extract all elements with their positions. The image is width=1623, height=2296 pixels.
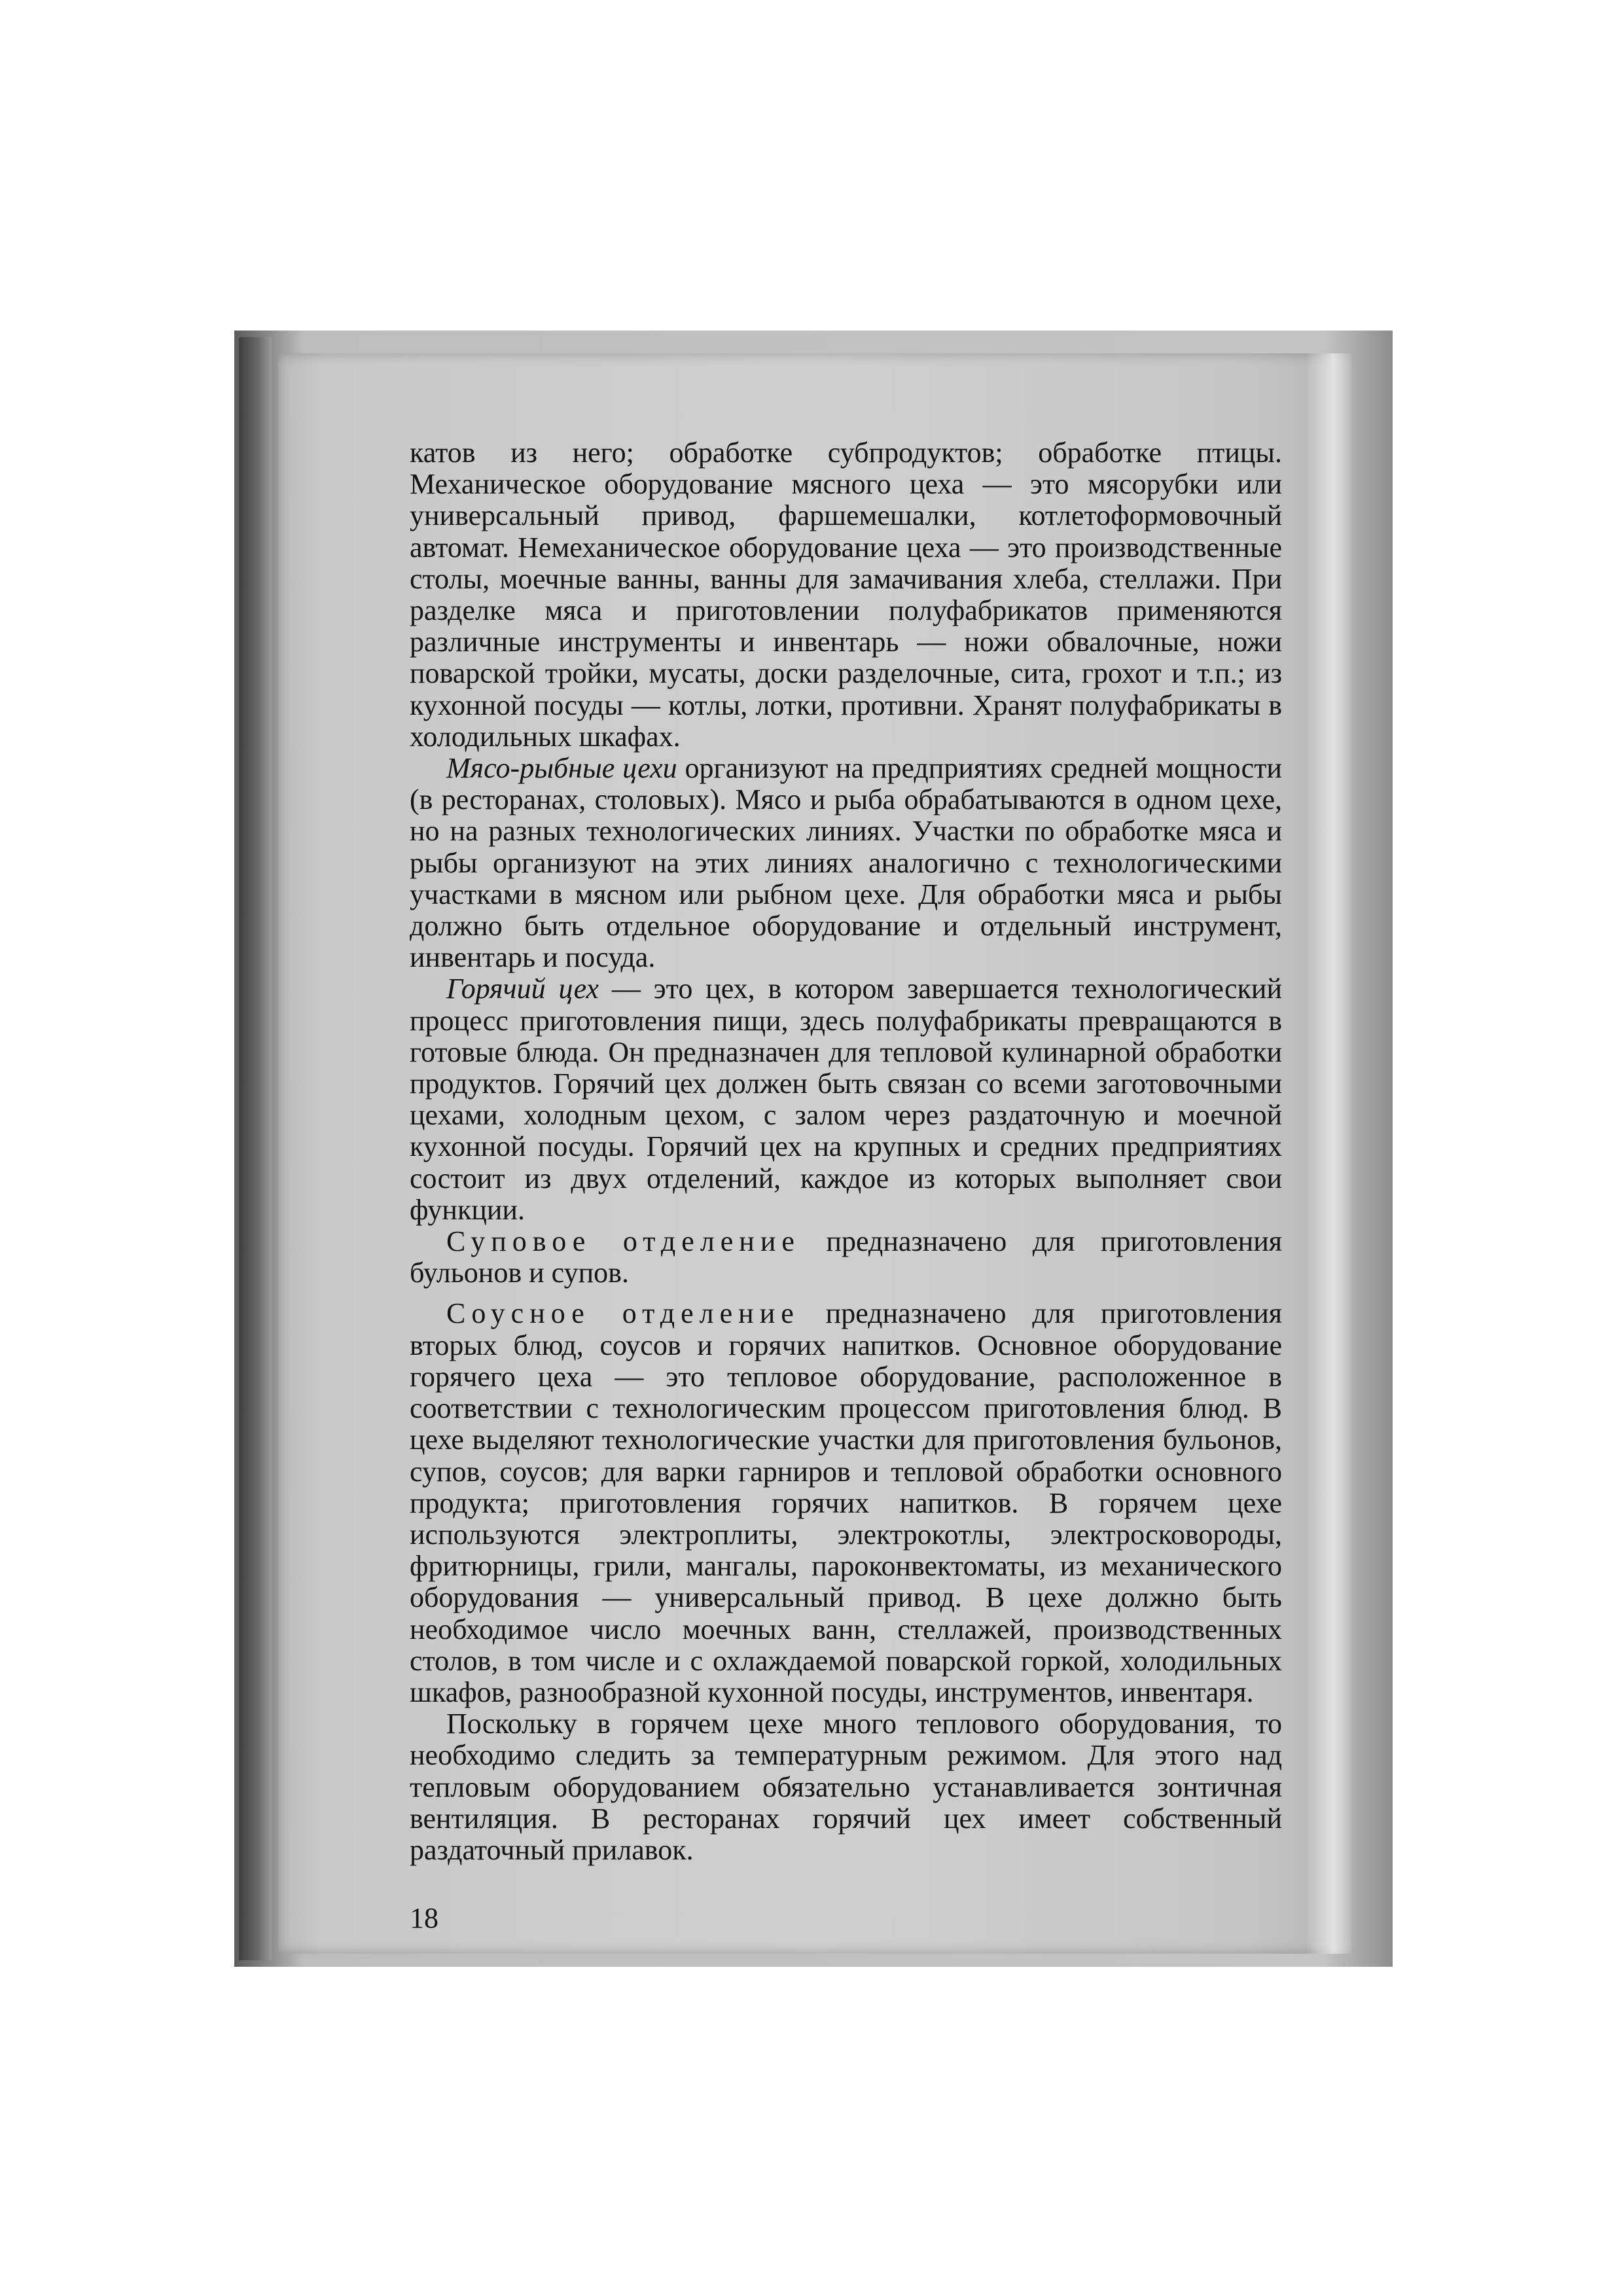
- book-binding: [239, 337, 272, 1960]
- paragraph-4-lead: Суповое отделение: [446, 1225, 800, 1258]
- paragraph-2-lead: Мясо-рыбные цехи: [446, 752, 677, 785]
- paragraph-6: [410, 1708, 1282, 1866]
- page-body-text: [410, 437, 1282, 1866]
- paragraph-3-lead: Горячий цех: [446, 973, 599, 1005]
- paragraph-5-text: предназначено для приготовления вторых блюд, соусов и горячих напитков. Основное оборудование горячего цеха — это тепловое оборудование, расположенное в соответствии с технологическим процессом приготовления блюд. В цехе выделяют технологические участки для приготовления бульонов, супов, соусов; для варки гарниров и тепловой обработки основного продукта; приготовления горячих напитков. В горячем цехе используются электроплиты, электрокотлы, электросковороды, фритюрницы, грили, мангалы, пароконвектоматы, из механического оборудования — универсальный привод. В цехе должно быть необходимое число моечных ванн, стеллажей, производственных столов, в том числе и с охлаждаемой поварской горкой, холодильных шкафов, разнообразной кухонной посуды, инструментов, инвентаря.: [410, 1297, 1282, 1708]
- paragraph-4-text: предназначено для приготовления бульонов и супов.: [410, 1225, 1282, 1289]
- paragraph-3: [410, 973, 1282, 1226]
- paragraph-3-text: — это цех, в котором завершается технологический процесс приготовления пищи, здесь полуфабрикаты превращаются в готовые блюда. Он предназначен для тепловой кулинарной обработки продуктов. Горячий цех должен быть связан со всеми заготовочными цехами, холодным цехом, с залом через раздаточную и моечной кухонной посуды. Горячий цех на крупных и средних предприятиях состоит из двух отделений, каждое из которых выполняет свои функции.: [410, 973, 1282, 1226]
- paragraph-2: [410, 753, 1282, 973]
- paragraph-6-text: Поскольку в горячем цехе много теплового оборудования, то необходимо следить за температурным режимом. Для этого над тепловым оборудованием обязательно устанавливается зонтичная вентиляция. В ресторанах горячий цех имеет собственный раздаточный прилавок.: [410, 1708, 1282, 1866]
- paragraph-4: [410, 1226, 1282, 1289]
- page-edge-highlight: [1306, 353, 1351, 1954]
- page-number: 18: [410, 1902, 438, 1934]
- paragraph-1: [410, 437, 1282, 753]
- paragraph-5-lead: Соусное отделение: [446, 1297, 800, 1330]
- paragraph-1-text: катов из него; обработке субпродуктов; обработке птицы. Механическое оборудование мясного цеха — это мясорубки или универсальный привод, фаршемешалки, котлетоформовочный автомат. Немеханическое оборудование цеха — это производственные столы, моечные ванны, ванны для замачивания хлеба, стеллажи. При разделке мяса и приготовлении полуфабрикатов применяются различные инструменты и инвентарь — ножи обвалочные, ножи поварской тройки, мусаты, доски разделочные, сита, грохот и т.п.; из кухонной посуды — котлы, лотки, противни. Хранят полуфабрикаты в холодильных шкафах.: [410, 437, 1282, 753]
- paragraph-5: [410, 1298, 1282, 1708]
- paragraph-2-text: организуют на предприятиях средней мощности (в ресторанах, столовых). Мясо и рыба обрабатываются в одном цехе, но на разных технологических линиях. Участки по обработке мяса и рыбы организуют на этих линиях аналогично с технологическими участками в мясном или рыбном цехе. Для обработки мяса и рыбы должно быть отдельное оборудование и отдельный инструмент, инвентарь и посуда.: [410, 752, 1282, 974]
